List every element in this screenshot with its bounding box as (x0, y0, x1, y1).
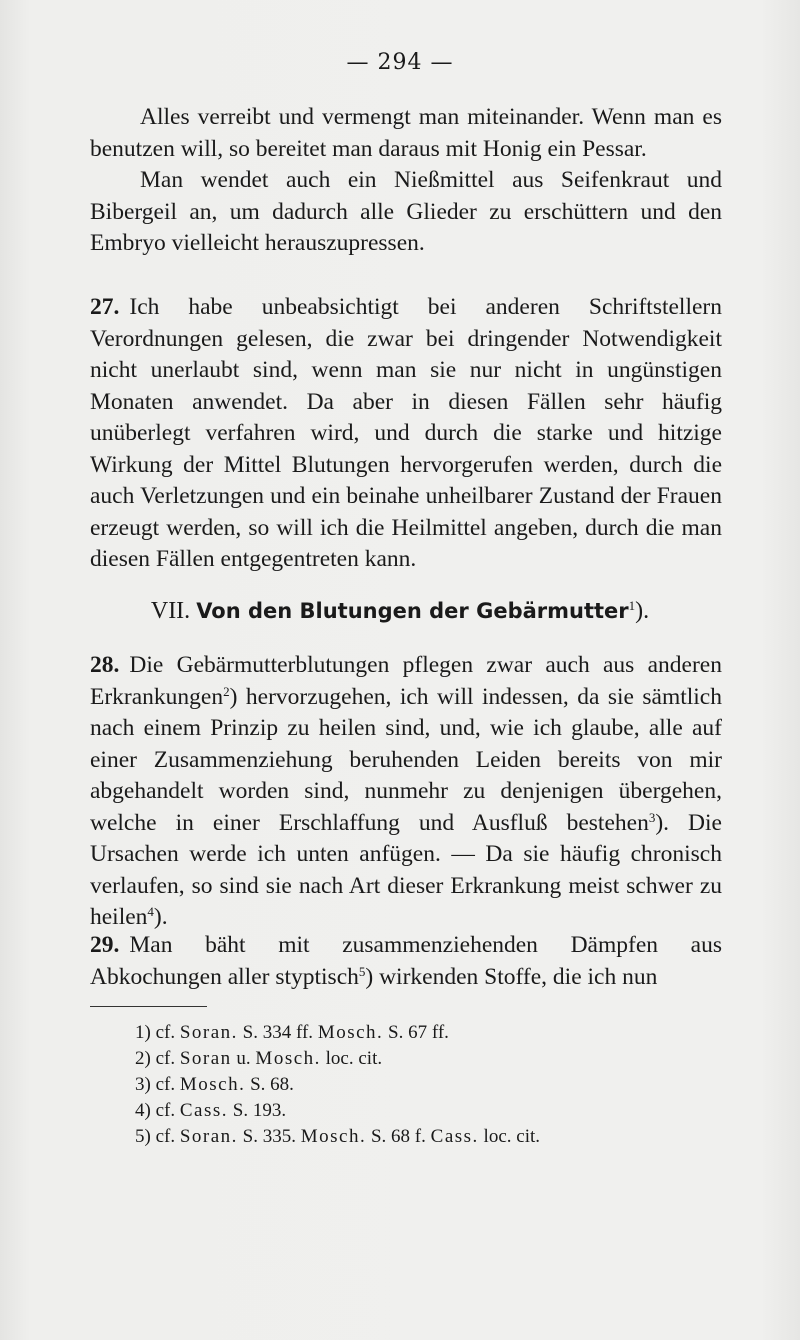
chapter-heading (0, 598, 800, 625)
footnote-ref-5: 5 (358, 963, 366, 979)
section-28-text-3: ). Die Ursachen werde ich unten anfügen. — Da sie häufig chronisch verlaufen, so sind sie nach Art dieser Erkrankung meist schwer zu heilen (90, 809, 722, 930)
footnote-4: 4) cf. Cass. S. 193. (135, 1100, 287, 1121)
footnote-ref-4: 4 (147, 904, 154, 919)
footnote-ref-2: 2 (223, 683, 230, 699)
footnote-3: 3) cf. Mosch. S. 68. (135, 1074, 294, 1095)
chapter-title: Von den Blutungen der Gebärmutter (196, 599, 629, 623)
footnote-5: 5) cf. Soran. S. 335. Mosch. S. 68 f. Cass. loc. cit. (135, 1126, 540, 1147)
chapter-footnote-ref: 1 (628, 598, 636, 613)
section-28-text-4: ). (153, 904, 168, 930)
footnote-1: 1) cf. Soran. S. 334 ff. Mosch. S. 67 ff. (135, 1022, 449, 1043)
footnote-ref-3: 3 (648, 809, 656, 825)
section-29 (90, 930, 722, 993)
paragraph-1: Alles verreibt und vermengt man miteinander. Wenn man es benutzen will, so bereitet man daraus mit Honig ein Pessar. (90, 104, 722, 162)
section-29-text-1: Man bäht mit zusammenziehenden Dämpfen aus Abkochungen aller styptisch (90, 932, 722, 990)
section-27 (90, 292, 722, 576)
section-27-text: Ich habe unbeabsichtigt bei anderen Schriftstellern Verordnungen gelesen, die zwar bei dringender Notwendigkeit nicht unerlaubt sind, wenn man sie nur nicht in ungünstigen Monaten anwendet. Da aber in diesen Fällen sehr häufig unüberlegt verfahren wird, und durch die starke und hitzige Wirkung der Mittel Blutungen hervorgerufen werden, durch die auch Verletzungen und ein beinahe unheilbarer Zustand der Frauen erzeugt werden, so will ich die Heilmittel angeben, durch die man diesen Fällen entgegentreten kann. (90, 294, 722, 572)
paragraph-top (90, 102, 722, 260)
section-29-text-2: ) wirkenden Stoffe, die ich nun (365, 963, 658, 990)
chapter-heading-end: ). (635, 598, 650, 624)
section-28 (90, 650, 722, 934)
footnote-2: 2) cf. Soran u. Mosch. loc. cit. (135, 1048, 383, 1069)
section-28-text-2: ) hervorzugehen, ich will indessen, da sie sämtlich nach einem Prinzip zu heilen sind, und, wie ich glaube, alle auf einer Zusammenziehung beruhenden Leiden bereits von mir abgehandelt worden sind, nunmehr zu denjenigen übergehen, welche in einer Erschlaffung und Ausfluß bestehen (90, 683, 722, 836)
section-number-29: 29. (90, 932, 120, 958)
paragraph-2: Man wendet auch ein Nießmittel aus Seifenkraut und Bibergeil an, um dadurch alle Glieder zu erschüttern und den Embryo vielleicht herauszupressen. (90, 167, 722, 256)
section-number-28: 28. (90, 652, 120, 678)
footnote-divider (90, 1006, 207, 1007)
chapter-roman: VII. (150, 598, 191, 624)
section-number-27: 27. (90, 294, 120, 320)
section-28-text-1: Die Gebärmutterblutungen pflegen zwar auch aus anderen Erkrankungen (90, 652, 722, 710)
footnotes (135, 1020, 755, 1150)
page-number: — 294 — (346, 50, 454, 75)
